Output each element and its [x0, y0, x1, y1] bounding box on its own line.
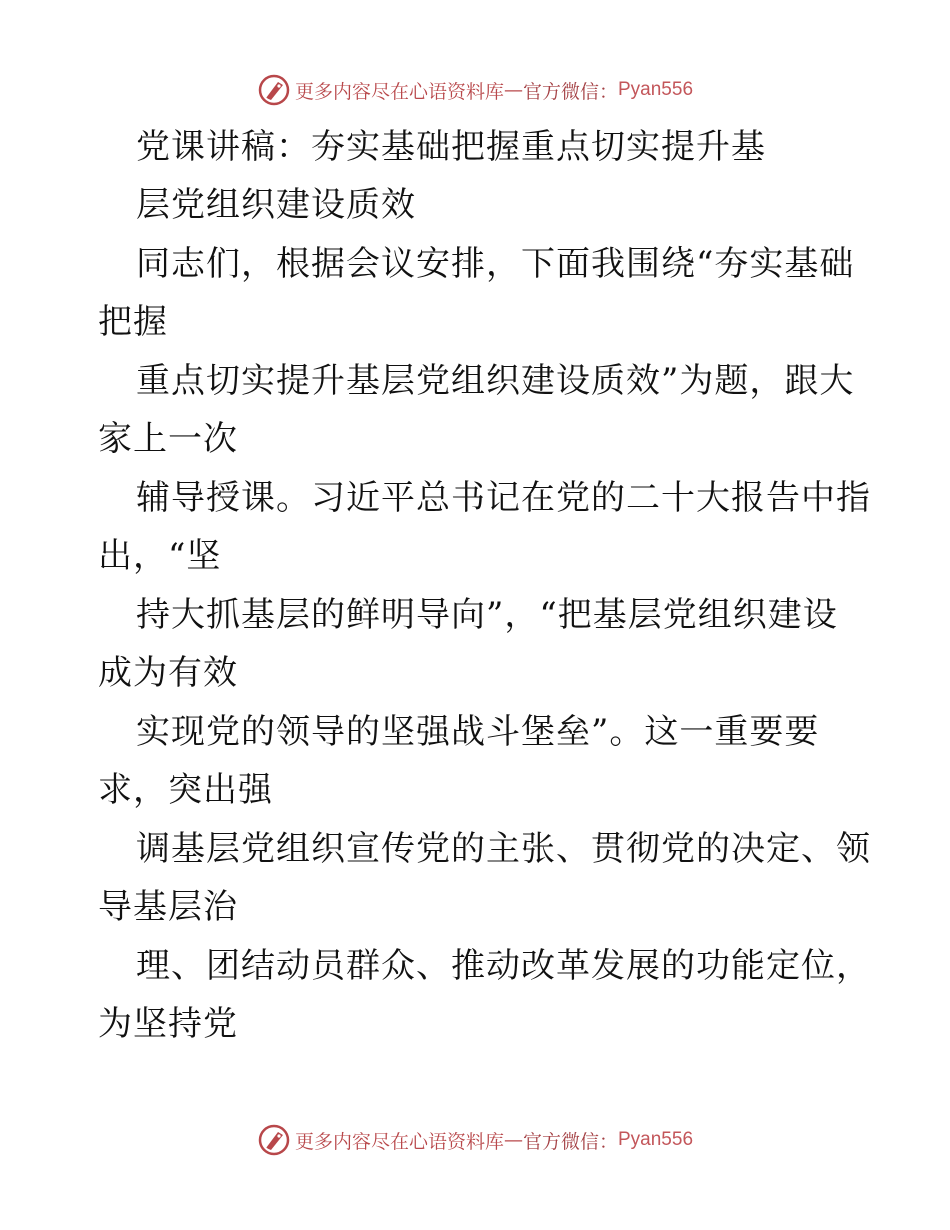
title-line-2: 层党组织建设质效: [136, 185, 416, 225]
footer-text: 更多内容尽在心语资料库: [294, 1130, 504, 1153]
paragraph-line: 同志们，根据会议安排，下面我围绕“夯实基础: [136, 244, 855, 284]
paragraph-line: 辅导授课。习近平总书记在党的二十大报告中指: [136, 478, 871, 518]
paragraph-line: 导基层治: [98, 887, 238, 927]
paragraph-line: 实现党的领导的坚强战斗堡垒”。这一重要要: [136, 712, 820, 752]
header-separator: —: [503, 79, 523, 101]
paragraph-line: 求，突出强: [98, 770, 273, 810]
paragraph-line: 成为有效: [98, 653, 238, 693]
header-banner: [0, 70, 950, 110]
footer-banner: [0, 1120, 950, 1160]
header-wechat-label: 官方微信：: [522, 80, 618, 103]
paragraph-line: 把握: [98, 302, 168, 342]
paragraph-line: 持大抓基层的鲜明导向”，“把基层党组织建设: [136, 595, 838, 635]
pen-nib-icon: [257, 1123, 291, 1157]
title-line-1: 党课讲稿：夯实基础把握重点切实提升基: [136, 127, 766, 167]
paragraph-line: 家上一次: [98, 419, 238, 459]
paragraph-line: 理、团结动员群众、推动改革发展的功能定位，: [136, 946, 871, 986]
paragraph-line: 调基层党组织宣传党的主张、贯彻党的决定、领: [136, 829, 871, 869]
pen-nib-icon: [257, 73, 291, 107]
paragraph-line: 为坚持党: [98, 1004, 238, 1044]
header-text: 更多内容尽在心语资料库: [294, 80, 504, 103]
paragraph-line: 重点切实提升基层党组织建设质效”为题，跟大: [136, 361, 855, 401]
footer-wechat-id: Pyan556: [618, 1129, 694, 1150]
footer-separator: —: [503, 1129, 523, 1151]
header-wechat-id: Pyan556: [618, 79, 694, 100]
paragraph-line: 出，“坚: [98, 536, 222, 576]
footer-wechat-label: 官方微信：: [522, 1130, 618, 1153]
